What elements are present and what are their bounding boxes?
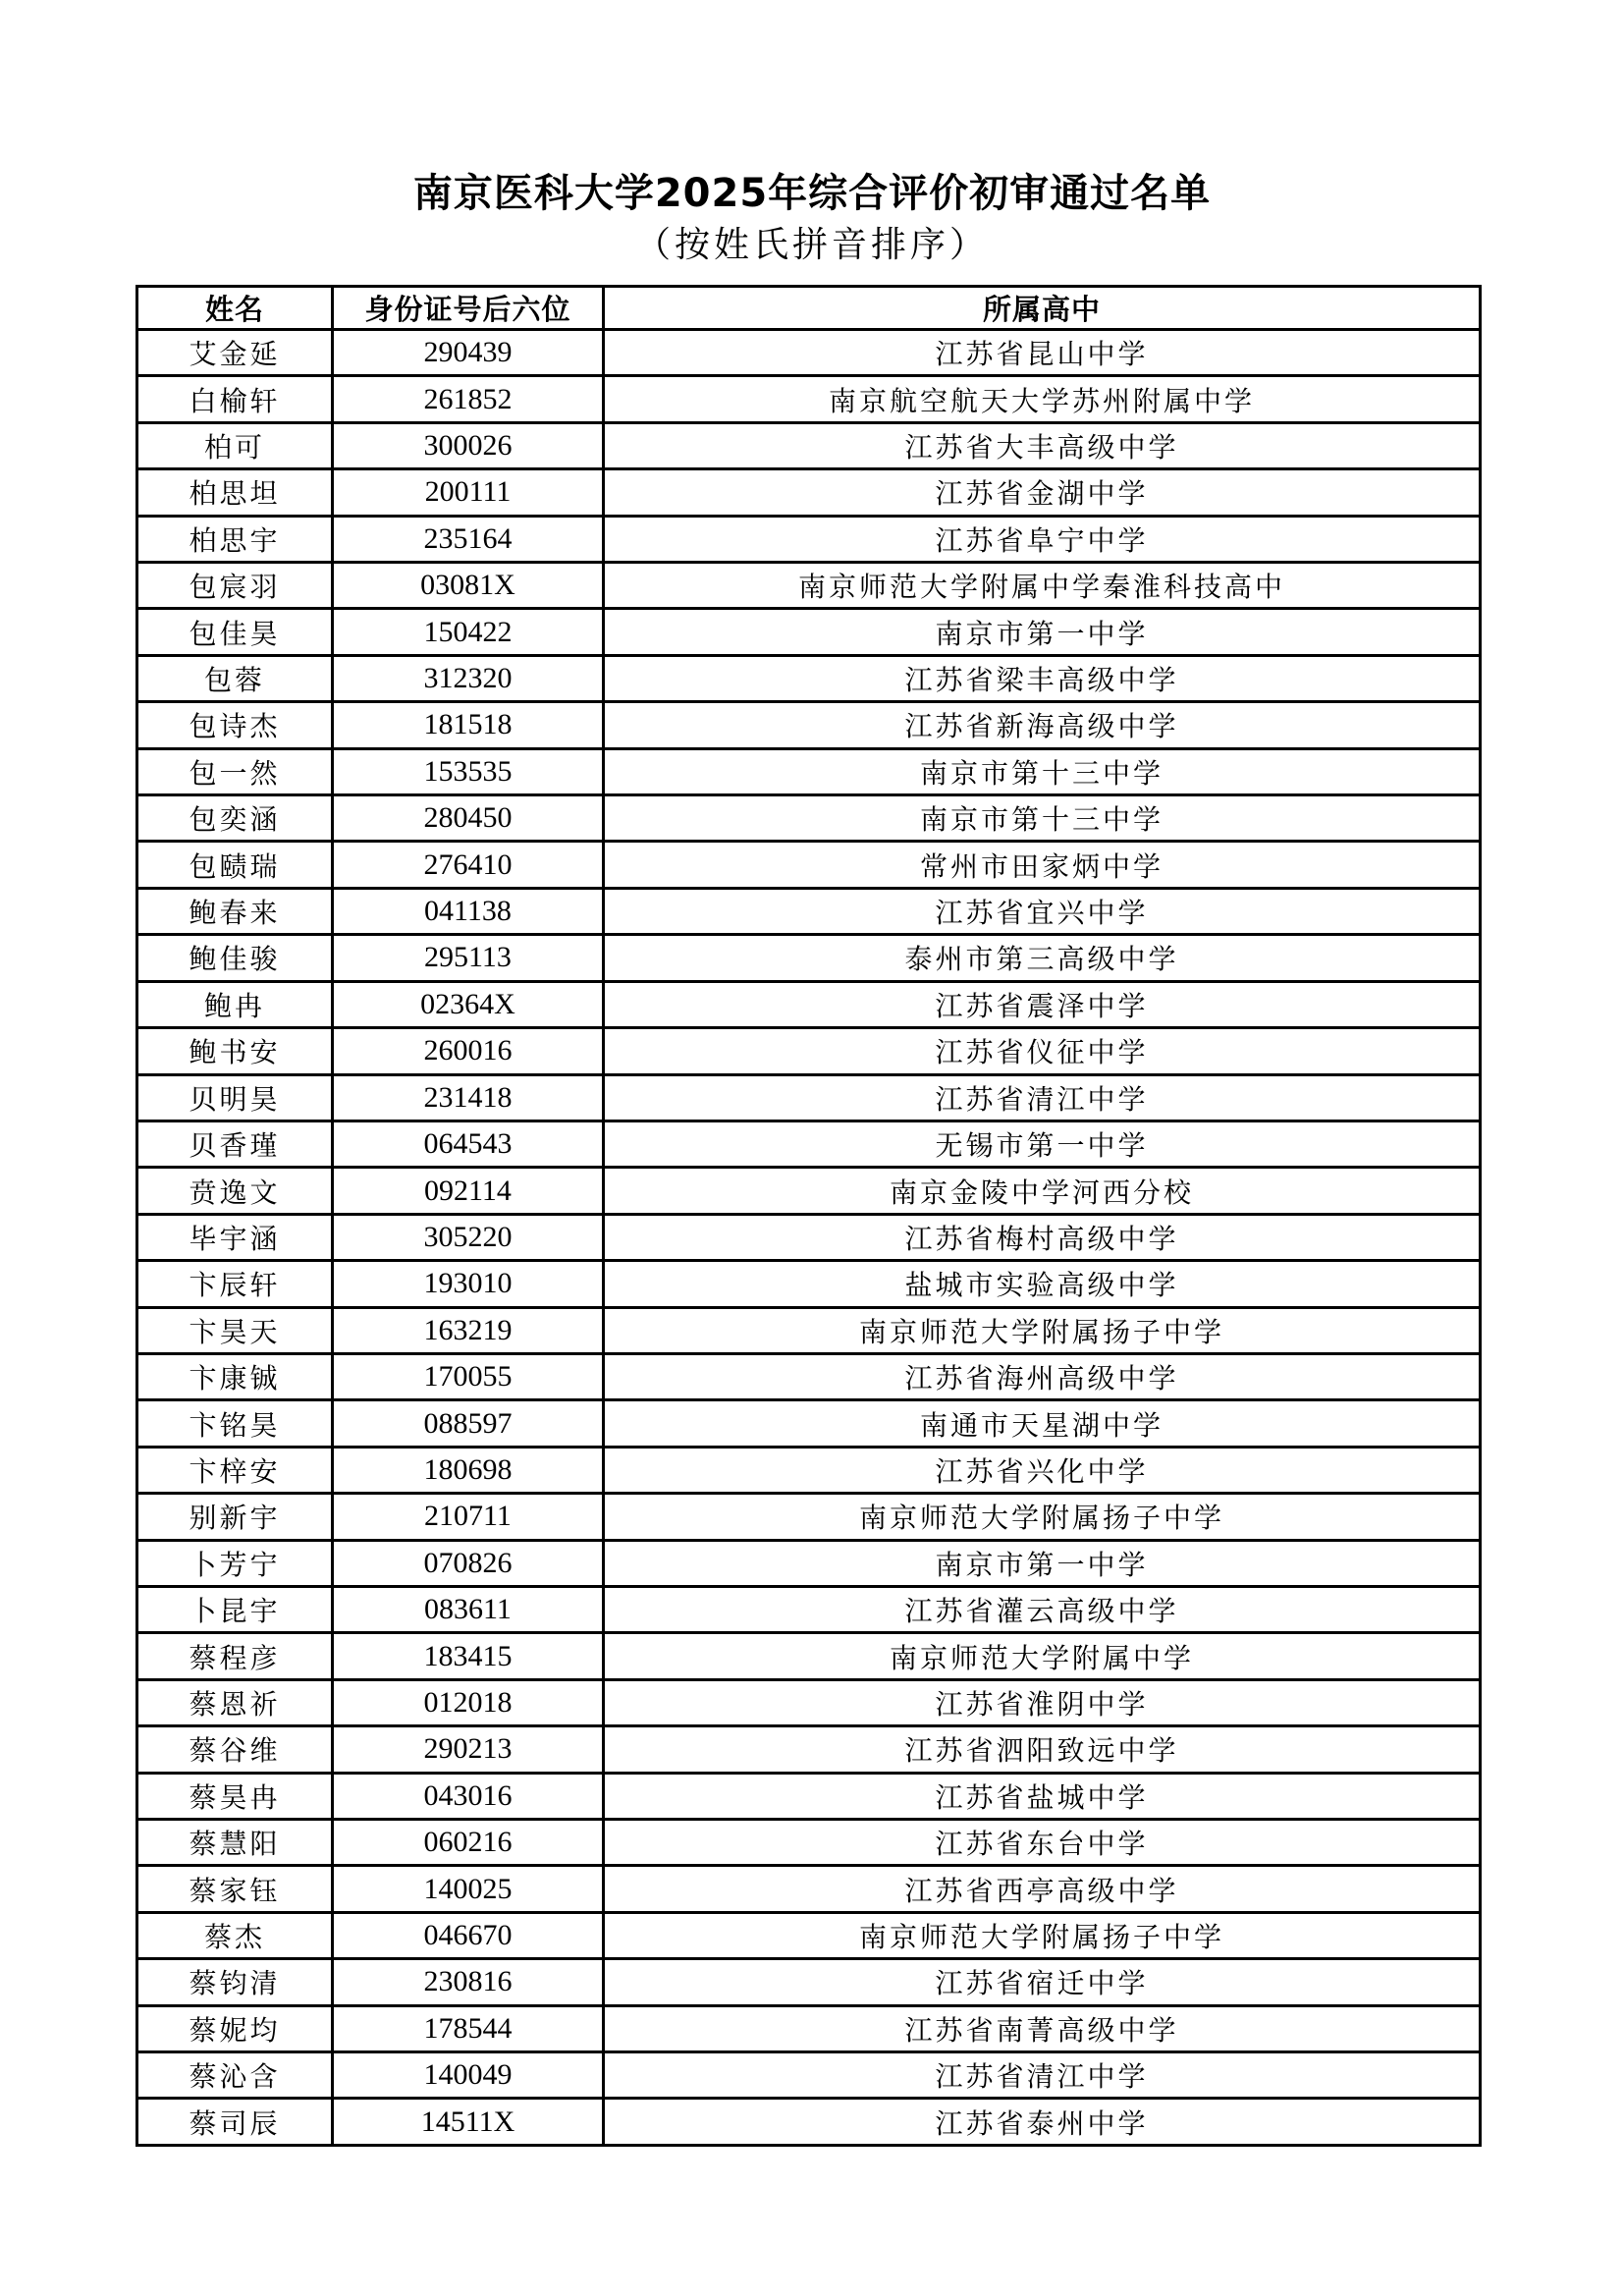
table-row — [137, 1912, 1481, 1958]
cell-high-school: 江苏省梅村高级中学 — [604, 1214, 1481, 1260]
cell-id-last-six: 200111 — [333, 469, 604, 516]
cell-id-last-six: 150422 — [333, 609, 604, 655]
cell-name: 卞昊天 — [137, 1307, 333, 1353]
cell-name: 鲍书安 — [137, 1028, 333, 1074]
cell-id-last-six: 261852 — [333, 376, 604, 422]
column-header-name: 姓名 — [137, 287, 333, 330]
table-row — [137, 2005, 1481, 2051]
table-row — [137, 1866, 1481, 1912]
cell-high-school: 南京航空航天大学苏州附属中学 — [604, 376, 1481, 422]
cell-name: 艾金延 — [137, 330, 333, 376]
cell-name: 鲍佳骏 — [137, 935, 333, 981]
cell-high-school: 江苏省大丰高级中学 — [604, 422, 1481, 468]
cell-id-last-six: 312320 — [333, 655, 604, 701]
cell-name: 卞辰轩 — [137, 1261, 333, 1307]
cell-name: 包赜瑞 — [137, 842, 333, 888]
cell-id-last-six: 231418 — [333, 1074, 604, 1121]
cell-high-school: 南京市第十三中学 — [604, 795, 1481, 842]
cell-name: 包佳昊 — [137, 609, 333, 655]
cell-high-school: 江苏省盐城中学 — [604, 1773, 1481, 1819]
cell-high-school: 江苏省兴化中学 — [604, 1447, 1481, 1493]
cell-id-last-six: 230816 — [333, 1959, 604, 2005]
table-row — [137, 1540, 1481, 1586]
cell-high-school: 江苏省南菁高级中学 — [604, 2005, 1481, 2051]
table-row — [137, 1494, 1481, 1540]
cell-id-last-six: 041138 — [333, 888, 604, 934]
cell-id-last-six: 070826 — [333, 1540, 604, 1586]
cell-high-school: 江苏省昆山中学 — [604, 330, 1481, 376]
cell-high-school: 江苏省泰州中学 — [604, 2099, 1481, 2146]
cell-high-school: 江苏省海州高级中学 — [604, 1353, 1481, 1399]
table-row — [137, 330, 1481, 376]
cell-id-last-six: 046670 — [333, 1912, 604, 1958]
cell-name: 鲍冉 — [137, 981, 333, 1027]
cell-name: 蔡沁含 — [137, 2052, 333, 2099]
cell-id-last-six: 170055 — [333, 1353, 604, 1399]
cell-id-last-six: 280450 — [333, 795, 604, 842]
cell-name: 卞铭昊 — [137, 1400, 333, 1447]
table-row — [137, 1074, 1481, 1121]
cell-high-school: 南京市第十三中学 — [604, 748, 1481, 794]
table-row — [137, 563, 1481, 609]
cell-name: 蔡谷维 — [137, 1726, 333, 1773]
document-subtitle: （按姓氏拼音排序） — [634, 225, 989, 265]
table-row — [137, 516, 1481, 562]
cell-name: 蔡司辰 — [137, 2099, 333, 2146]
cell-id-last-six: 276410 — [333, 842, 604, 888]
table-row — [137, 702, 1481, 748]
cell-high-school: 江苏省宜兴中学 — [604, 888, 1481, 934]
table-row — [137, 1773, 1481, 1819]
table-row — [137, 376, 1481, 422]
cell-high-school: 南通市天星湖中学 — [604, 1400, 1481, 1447]
table-row — [137, 1726, 1481, 1773]
cell-high-school: 江苏省金湖中学 — [604, 469, 1481, 516]
table-row — [137, 748, 1481, 794]
table-row — [137, 1028, 1481, 1074]
cell-high-school: 南京市第一中学 — [604, 1540, 1481, 1586]
cell-id-last-six: 14511X — [333, 2099, 604, 2146]
table-row — [137, 1959, 1481, 2005]
cell-name: 卜昆宇 — [137, 1586, 333, 1632]
cell-id-last-six: 140025 — [333, 1866, 604, 1912]
cell-name: 包奕涵 — [137, 795, 333, 842]
table-row — [137, 795, 1481, 842]
table-row — [137, 1214, 1481, 1260]
cell-name: 包蓉 — [137, 655, 333, 701]
cell-id-last-six: 300026 — [333, 422, 604, 468]
column-header-id-last-six: 身份证号后六位 — [333, 287, 604, 330]
cell-high-school: 南京师范大学附属扬子中学 — [604, 1912, 1481, 1958]
cell-high-school: 泰州市第三高级中学 — [604, 935, 1481, 981]
table-row — [137, 422, 1481, 468]
cell-name: 蔡杰 — [137, 1912, 333, 1958]
cell-high-school: 江苏省新海高级中学 — [604, 702, 1481, 748]
table-row — [137, 609, 1481, 655]
table-row — [137, 842, 1481, 888]
column-header-high-school: 所属高中 — [604, 287, 1481, 330]
cell-id-last-six: 060216 — [333, 1820, 604, 1866]
cell-name: 白榆轩 — [137, 376, 333, 422]
cell-name: 贝香瑾 — [137, 1121, 333, 1167]
cell-id-last-six: 153535 — [333, 748, 604, 794]
cell-id-last-six: 193010 — [333, 1261, 604, 1307]
cell-high-school: 南京师范大学附属扬子中学 — [604, 1307, 1481, 1353]
cell-name: 柏可 — [137, 422, 333, 468]
cell-name: 毕宇涵 — [137, 1214, 333, 1260]
cell-id-last-six: 163219 — [333, 1307, 604, 1353]
table-row — [137, 469, 1481, 516]
cell-high-school: 江苏省清江中学 — [604, 2052, 1481, 2099]
cell-high-school: 江苏省淮阴中学 — [604, 1679, 1481, 1725]
table-row — [137, 1121, 1481, 1167]
cell-id-last-six: 181518 — [333, 702, 604, 748]
cell-name: 卜芳宁 — [137, 1540, 333, 1586]
cell-id-last-six: 043016 — [333, 1773, 604, 1819]
cell-id-last-six: 210711 — [333, 1494, 604, 1540]
cell-id-last-six: 02364X — [333, 981, 604, 1027]
cell-id-last-six: 092114 — [333, 1168, 604, 1214]
table-row — [137, 1679, 1481, 1725]
table-row — [137, 981, 1481, 1027]
table-row — [137, 1586, 1481, 1632]
table-row — [137, 1820, 1481, 1866]
cell-high-school: 江苏省清江中学 — [604, 1074, 1481, 1121]
cell-high-school: 南京师范大学附属中学 — [604, 1633, 1481, 1679]
cell-high-school: 江苏省梁丰高级中学 — [604, 655, 1481, 701]
cell-id-last-six: 180698 — [333, 1447, 604, 1493]
cell-id-last-six: 290439 — [333, 330, 604, 376]
cell-high-school: 江苏省东台中学 — [604, 1820, 1481, 1866]
cell-high-school: 江苏省震泽中学 — [604, 981, 1481, 1027]
table-row — [137, 1261, 1481, 1307]
cell-high-school: 江苏省灌云高级中学 — [604, 1586, 1481, 1632]
table-row — [137, 1168, 1481, 1214]
cell-id-last-six: 290213 — [333, 1726, 604, 1773]
cell-high-school: 江苏省宿迁中学 — [604, 1959, 1481, 2005]
cell-high-school: 南京师范大学附属扬子中学 — [604, 1494, 1481, 1540]
cell-name: 卞梓安 — [137, 1447, 333, 1493]
table-row — [137, 655, 1481, 701]
cell-id-last-six: 178544 — [333, 2005, 604, 2051]
cell-high-school: 南京市第一中学 — [604, 609, 1481, 655]
cell-high-school: 常州市田家炳中学 — [604, 842, 1481, 888]
cell-id-last-six: 03081X — [333, 563, 604, 609]
cell-name: 包宸羽 — [137, 563, 333, 609]
cell-name: 蔡家钰 — [137, 1866, 333, 1912]
cell-name: 包诗杰 — [137, 702, 333, 748]
cell-high-school: 南京金陵中学河西分校 — [604, 1168, 1481, 1214]
cell-id-last-six: 260016 — [333, 1028, 604, 1074]
cell-name: 柏思坦 — [137, 469, 333, 516]
cell-name: 贝明昊 — [137, 1074, 333, 1121]
table-header-row — [137, 287, 1481, 330]
cell-id-last-six: 012018 — [333, 1679, 604, 1725]
cell-id-last-six: 235164 — [333, 516, 604, 562]
table-row — [137, 1633, 1481, 1679]
cell-high-school: 无锡市第一中学 — [604, 1121, 1481, 1167]
cell-id-last-six: 064543 — [333, 1121, 604, 1167]
table-body — [137, 330, 1481, 2146]
document-title: 南京医科大学2025年综合评价初审通过名单 — [412, 171, 1212, 216]
cell-high-school: 南京师范大学附属中学秦淮科技高中 — [604, 563, 1481, 609]
cell-high-school: 江苏省泗阳致远中学 — [604, 1726, 1481, 1773]
table-row — [137, 2099, 1481, 2146]
table-row — [137, 1353, 1481, 1399]
cell-high-school: 盐城市实验高级中学 — [604, 1261, 1481, 1307]
table-row — [137, 1400, 1481, 1447]
cell-high-school: 江苏省阜宁中学 — [604, 516, 1481, 562]
cell-id-last-six: 305220 — [333, 1214, 604, 1260]
cell-id-last-six: 140049 — [333, 2052, 604, 2099]
cell-name: 蔡昊冉 — [137, 1773, 333, 1819]
cell-name: 蔡恩祈 — [137, 1679, 333, 1725]
table-row — [137, 935, 1481, 981]
table-row — [137, 1447, 1481, 1493]
cell-id-last-six: 183415 — [333, 1633, 604, 1679]
cell-name: 柏思宇 — [137, 516, 333, 562]
table-row — [137, 888, 1481, 934]
cell-id-last-six: 295113 — [333, 935, 604, 981]
cell-name: 别新宇 — [137, 1494, 333, 1540]
cell-name: 卞康铖 — [137, 1353, 333, 1399]
table-row — [137, 2052, 1481, 2099]
cell-name: 蔡钧清 — [137, 1959, 333, 2005]
cell-name: 蔡慧阳 — [137, 1820, 333, 1866]
cell-name: 蔡妮均 — [137, 2005, 333, 2051]
admission-list-table — [135, 285, 1482, 2147]
cell-high-school: 江苏省西亭高级中学 — [604, 1866, 1481, 1912]
cell-id-last-six: 083611 — [333, 1586, 604, 1632]
cell-high-school: 江苏省仪征中学 — [604, 1028, 1481, 1074]
cell-id-last-six: 088597 — [333, 1400, 604, 1447]
cell-name: 鲍春来 — [137, 888, 333, 934]
cell-name: 包一然 — [137, 748, 333, 794]
table-row — [137, 1307, 1481, 1353]
cell-name: 蔡程彦 — [137, 1633, 333, 1679]
cell-name: 贲逸文 — [137, 1168, 333, 1214]
